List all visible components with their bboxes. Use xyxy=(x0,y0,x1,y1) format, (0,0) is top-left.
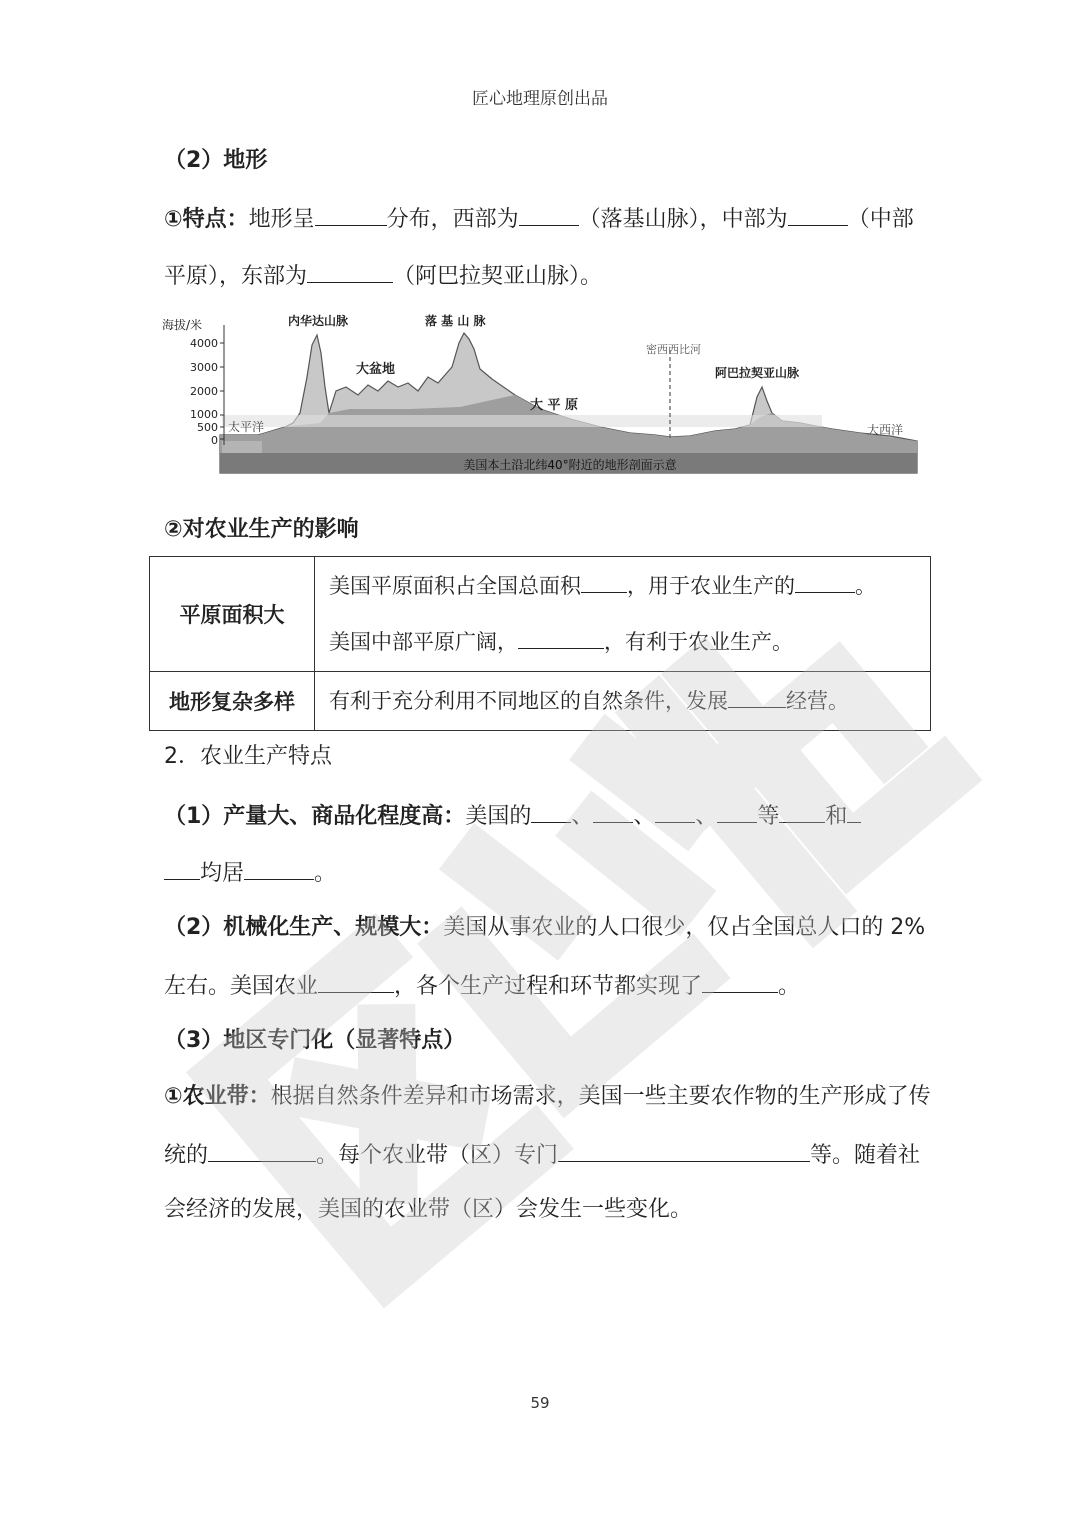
features-line-1 xyxy=(164,203,914,235)
answer-blank[interactable] xyxy=(847,800,861,823)
label-basin: 大盆地 xyxy=(356,362,396,377)
para-text: 等 xyxy=(757,804,780,829)
features-text: （中部 xyxy=(847,207,914,232)
table-row xyxy=(150,557,931,672)
para-1-line-2 xyxy=(164,857,336,889)
para-1-line-1 xyxy=(164,800,861,832)
answer-blank[interactable] xyxy=(702,970,778,993)
para-text: 、 xyxy=(571,804,594,829)
label-appalachian: 阿巴拉契亚山脉 xyxy=(715,366,800,380)
answer-blank[interactable] xyxy=(315,203,387,226)
para-text: 美国的 xyxy=(465,804,532,829)
section-terrain-heading: （2）地形 xyxy=(164,148,268,173)
tick-label: 0 xyxy=(211,434,218,447)
para-text: 等。随着社 xyxy=(810,1143,921,1168)
terrain-profile-figure xyxy=(160,305,920,477)
para-4-lead: ①农业带： xyxy=(164,1084,271,1109)
para-text: 和 xyxy=(825,804,848,829)
tick-label: 3000 xyxy=(190,361,218,374)
tick-label: 2000 xyxy=(190,385,218,398)
answer-blank[interactable] xyxy=(164,857,200,880)
para-text: 、 xyxy=(633,804,656,829)
answer-blank[interactable] xyxy=(558,1139,810,1162)
table-text: 有利于充分利用不同地区的自然条件，发展 xyxy=(329,689,728,713)
answer-blank[interactable] xyxy=(788,203,848,226)
y-axis xyxy=(220,325,224,445)
features-text: （阿巴拉契亚山脉）。 xyxy=(393,264,603,289)
answer-blank[interactable] xyxy=(208,1139,316,1162)
para-text: ，各个生产过程和环节都实现了 xyxy=(394,974,703,999)
label-nevada: 内华达山脉 xyxy=(288,314,349,328)
features-lead: ①特点： xyxy=(164,207,249,232)
row-header-plains: 平原面积大 xyxy=(150,557,315,672)
para-2-line-2 xyxy=(164,970,800,1002)
para-4-line-2 xyxy=(164,1139,920,1171)
answer-blank[interactable] xyxy=(318,970,394,993)
features-text: 地形呈 xyxy=(248,207,315,232)
table-line xyxy=(329,614,929,670)
para-text: 、 xyxy=(695,804,718,829)
answer-blank[interactable] xyxy=(795,570,855,593)
row-content-terrain xyxy=(315,672,931,731)
para-1-lead: （1）产量大、商品化程度高： xyxy=(164,804,466,829)
row-content-plains xyxy=(315,557,931,672)
features-line-2 xyxy=(164,260,602,292)
table-row xyxy=(150,672,931,731)
para-text: 根据自然条件差异和市场需求，美国一些主要农作物的生产形成了传 xyxy=(270,1084,931,1109)
answer-blank[interactable] xyxy=(307,260,393,283)
label-mississippi: 密西西比河 xyxy=(646,343,701,356)
table-text: 。 xyxy=(855,574,876,598)
para-text: 。 xyxy=(314,861,337,886)
influence-heading: ②对农业生产的影响 xyxy=(164,517,359,542)
tick-label: 500 xyxy=(197,421,218,434)
answer-blank[interactable] xyxy=(717,800,757,823)
para-text: 均居 xyxy=(200,861,245,886)
para-2-lead: （2）机械化生产、规模大： xyxy=(164,915,444,940)
answer-blank[interactable] xyxy=(728,685,786,708)
answer-blank[interactable] xyxy=(518,626,604,649)
answer-blank[interactable] xyxy=(244,857,314,880)
features-text: 分布，西部为 xyxy=(386,207,519,232)
features-text: 平原），东部为 xyxy=(164,264,308,289)
table-line xyxy=(329,558,929,614)
page-number: 59 xyxy=(530,1394,550,1412)
label-atlantic: 大西洋 xyxy=(867,423,904,437)
answer-blank[interactable] xyxy=(581,570,627,593)
answer-blank[interactable] xyxy=(655,800,695,823)
section-2-heading: 2．农业生产特点 xyxy=(164,744,332,769)
tick-label: 4000 xyxy=(190,337,218,350)
label-pacific: 太平洋 xyxy=(228,420,265,434)
table-text: ，用于农业生产的 xyxy=(627,574,795,598)
tick-label: 1000 xyxy=(190,408,218,421)
label-plains: 大 平 原 xyxy=(530,398,579,413)
answer-blank[interactable] xyxy=(779,800,825,823)
table-line xyxy=(329,673,929,729)
label-rocky: 落 基 山 脉 xyxy=(425,314,486,328)
table-text: 经营。 xyxy=(786,689,849,713)
table-text: 美国平原面积占全国总面积 xyxy=(329,574,581,598)
para-4-line-1 xyxy=(164,1082,931,1112)
page-header: 匠心地理原创出品 xyxy=(472,89,608,109)
para-text: 统的 xyxy=(164,1143,209,1168)
table-text: ，有利于农业生产。 xyxy=(604,630,793,654)
para-text: 美国从事农业的人口很少，仅占全国总人口的 2% xyxy=(443,915,926,940)
para-4-line-3: 会经济的发展，美国的农业带（区）会发生一些变化。 xyxy=(164,1197,693,1222)
answer-blank[interactable] xyxy=(531,800,571,823)
influence-table xyxy=(149,556,931,731)
para-2-line-1 xyxy=(164,913,925,943)
answer-blank[interactable] xyxy=(519,203,579,226)
y-axis-label: 海拔/米 xyxy=(162,318,203,332)
para-text: 左右。美国农业 xyxy=(164,974,319,999)
features-text: （落基山脉），中部为 xyxy=(578,207,788,232)
figure-caption: 美国本土沿北纬40°附近的地形剖面示意 xyxy=(463,458,677,472)
row-header-terrain: 地形复杂多样 xyxy=(150,672,315,731)
para-text: 。 xyxy=(778,974,801,999)
table-text: 美国中部平原广阔， xyxy=(329,630,518,654)
answer-blank[interactable] xyxy=(593,800,633,823)
para-3-heading: （3）地区专门化（显著特点） xyxy=(164,1028,466,1053)
para-text: 。每个农业带（区）专门 xyxy=(316,1143,559,1168)
